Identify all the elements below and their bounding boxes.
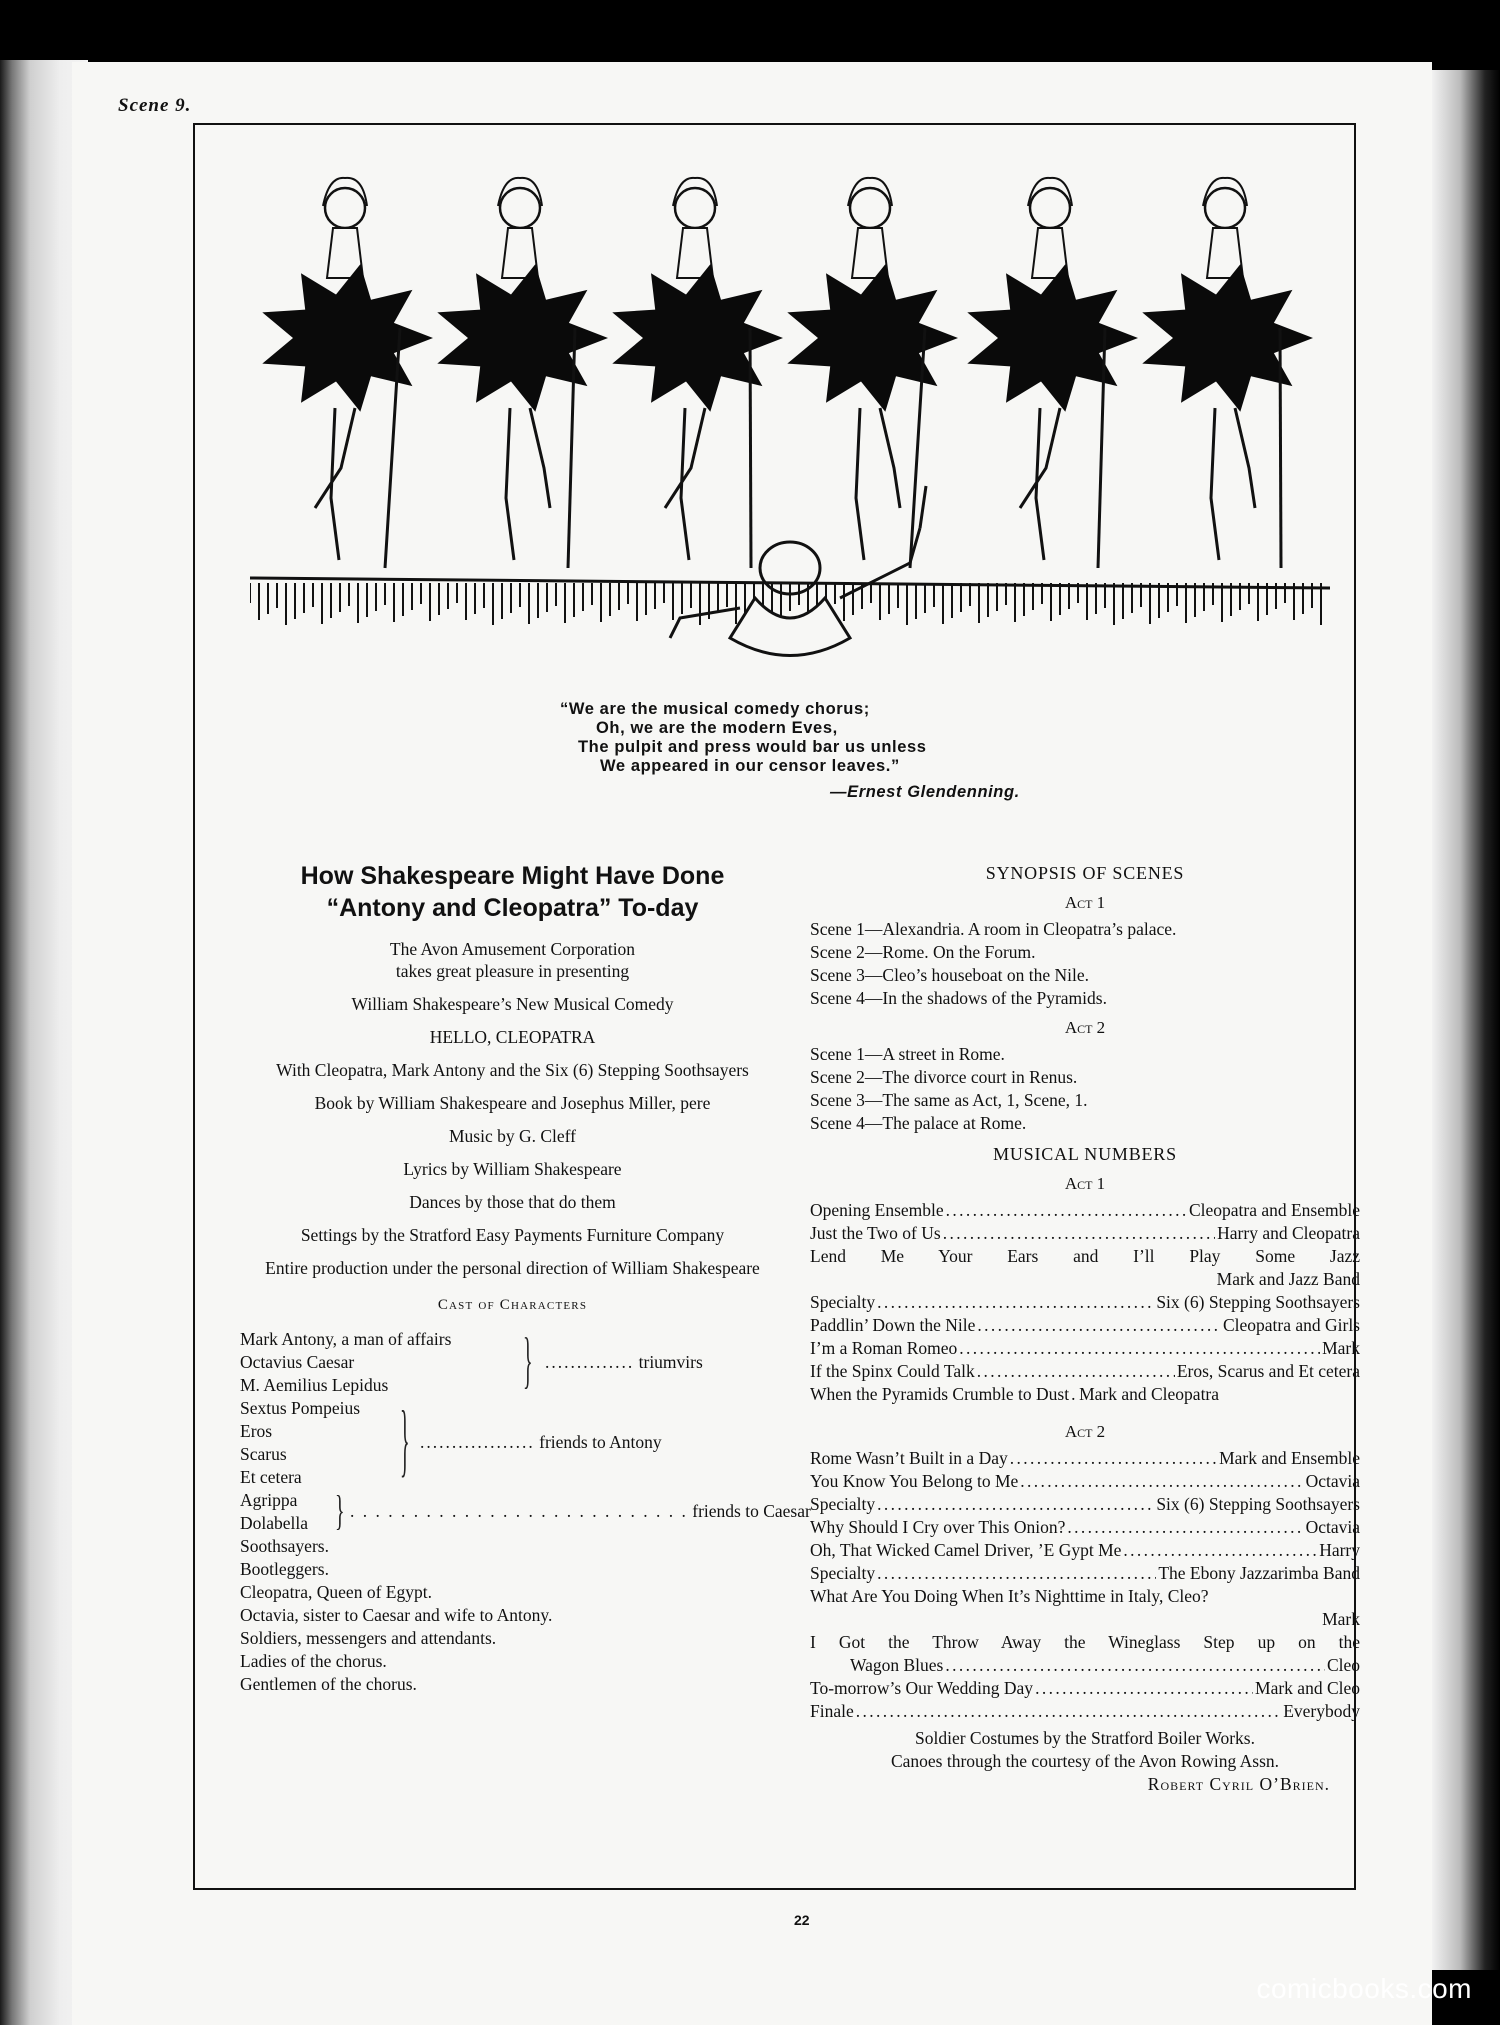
cast-member: Dolabella bbox=[240, 1513, 309, 1533]
book-credit: Book by William Shakespeare and Josephus Miller, pere bbox=[314, 1093, 711, 1113]
canoes-credit: Canoes through the courtesy of the Avon Rowing Assn. bbox=[890, 1751, 1280, 1771]
cast-member: Eros bbox=[240, 1421, 273, 1441]
quote-attribution: —Ernest Glendenning. bbox=[830, 783, 1020, 801]
musical-number: Specialty . . . Six (6) Stepping Soothsayers bbox=[810, 1291, 1360, 1314]
chorus-dancer bbox=[612, 178, 783, 568]
triumvirs-group bbox=[240, 1328, 785, 1397]
musical-number-title: I Got the Throw Away the Wineglass Step up on the bbox=[810, 1632, 1360, 1652]
author-signature: Robert Cyril O’Brien. bbox=[1147, 1774, 1330, 1794]
chorus-dancer bbox=[967, 178, 1138, 568]
cast-member: Ladies of the chorus. bbox=[240, 1651, 387, 1671]
brace: } bbox=[335, 1489, 345, 1536]
role-label: friends to Caesar bbox=[692, 1501, 811, 1521]
book-edge-right bbox=[1430, 70, 1500, 1970]
music-credit: Music by G. Cleff bbox=[448, 1126, 577, 1146]
page-number: 22 bbox=[794, 1912, 810, 1928]
musical-number: Paddlin’ Down the Nile . . . Cleopatra and Girls bbox=[810, 1314, 1360, 1337]
chorus-dancer bbox=[1142, 178, 1313, 568]
musical-number: When the Pyramids Crumble to Dust . . . Mark and Cleopatra bbox=[810, 1383, 1360, 1406]
brace: } bbox=[523, 1328, 533, 1397]
brace: } bbox=[400, 1397, 410, 1488]
quote-line: “We are the musical comedy chorus; bbox=[560, 700, 870, 718]
cast-member: Bootleggers. bbox=[240, 1559, 329, 1579]
intro-line: takes great pleasure in presenting bbox=[395, 961, 630, 981]
act-label: Act 2 bbox=[1064, 1018, 1106, 1037]
cast-member: Scarus bbox=[240, 1444, 287, 1464]
scene-line: Scene 3—Cleo’s houseboat on the Nile. bbox=[810, 965, 1089, 985]
musical-number-performer: Mark and Jazz Band bbox=[1216, 1269, 1360, 1289]
cast-member: Et cetera bbox=[240, 1467, 302, 1487]
chorus-dancer bbox=[262, 178, 433, 568]
musical-number: Rome Wasn’t Built in a Day . . . Mark and Ensemble bbox=[810, 1447, 1360, 1470]
new-comedy-line: William Shakespeare’s New Musical Comedy bbox=[351, 994, 674, 1014]
musical-number-title: Lend Me Your Ears and I’ll Play Some Jazz bbox=[810, 1246, 1360, 1266]
cast-member: Gentlemen of the chorus. bbox=[240, 1674, 417, 1694]
scene-line: Scene 4—In the shadows of the Pyramids. bbox=[810, 988, 1107, 1008]
musical-number: Specialty . . . The Ebony Jazzarimba Band bbox=[810, 1562, 1360, 1585]
settings-credit: Settings by the Stratford Easy Payments Furniture Company bbox=[300, 1225, 725, 1245]
scene-line: Scene 2—The divorce court in Renus. bbox=[810, 1067, 1078, 1087]
cast-member: Agrippa bbox=[240, 1490, 298, 1510]
quote-line: Oh, we are the modern Eves, bbox=[596, 719, 838, 737]
musical-number: I’m a Roman Romeo . . . Mark bbox=[810, 1337, 1360, 1360]
with-line: With Cleopatra, Mark Antony and the Six (6) Stepping Soothsayers bbox=[276, 1060, 749, 1080]
scene-line: Scene 4—The palace at Rome. bbox=[810, 1113, 1027, 1133]
role-line: .................. friends to Antony bbox=[420, 1432, 662, 1452]
dances-credit: Dances by those that do them bbox=[409, 1192, 616, 1212]
musical-number: Oh, That Wicked Camel Driver, ’E Gypt Me . . . Harry bbox=[810, 1539, 1360, 1562]
cast-member: M. Aemilius Lepidus bbox=[240, 1375, 389, 1395]
cast-member: Soldiers, messengers and attendants. bbox=[240, 1628, 497, 1648]
musical-number: You Know You Belong to Me . . . Octavia bbox=[810, 1470, 1360, 1493]
headline-line: “Antony and Cleopatra” To-day bbox=[326, 894, 699, 922]
antony-friends-group bbox=[240, 1397, 785, 1489]
act-label: Act 1 bbox=[1064, 893, 1106, 912]
show-title: HELLO, CLEOPATRA bbox=[429, 1027, 596, 1047]
musical-number: Specialty . . . Six (6) Stepping Soothsayers bbox=[810, 1493, 1360, 1516]
role-line: .............. triumvirs bbox=[545, 1352, 703, 1372]
cast-member: Soothsayers. bbox=[240, 1536, 329, 1556]
musical-number: Just the Two of Us . . . Harry and Cleopatra bbox=[810, 1222, 1360, 1245]
chorus-quote bbox=[560, 700, 927, 776]
musical-number: Opening Ensemble . . . Cleopatra and Ensemble bbox=[810, 1199, 1360, 1222]
act-label: Act 1 bbox=[1064, 1174, 1106, 1193]
musical-number: To-morrow’s Our Wedding Day . . . Mark and Cleo bbox=[810, 1677, 1360, 1700]
musical-number: Finale . . . Everybody bbox=[810, 1700, 1360, 1723]
quote-line: The pulpit and press would bar us unless bbox=[578, 738, 927, 756]
direction-credit: Entire production under the personal direction of William Shakespeare bbox=[265, 1258, 760, 1278]
chorus-dancer bbox=[437, 178, 608, 568]
musical-number-performer: Mark bbox=[1322, 1609, 1360, 1629]
caesar-friends-group bbox=[240, 1489, 811, 1536]
program-right-column bbox=[810, 860, 1360, 1796]
act-label: Act 2 bbox=[1064, 1422, 1106, 1441]
costumes-credit: Soldier Costumes by the Stratford Boiler Works. bbox=[915, 1728, 1255, 1748]
cast-member: Octavia, sister to Caesar and wife to Antony. bbox=[240, 1605, 553, 1625]
scene-line: Scene 3—The same as Act, 1, Scene, 1. bbox=[810, 1090, 1088, 1110]
scene-line: Scene 1—Alexandria. A room in Cleopatra’s palace. bbox=[810, 919, 1177, 939]
lyrics-credit: Lyrics by William Shakespeare bbox=[403, 1159, 622, 1179]
intro-line: The Avon Amusement Corporation bbox=[389, 939, 636, 959]
cast-member: Cleopatra, Queen of Egypt. bbox=[240, 1582, 432, 1602]
conductor-figure bbox=[670, 486, 926, 656]
cast-list bbox=[240, 1328, 811, 1696]
role-label: triumvirs bbox=[638, 1352, 703, 1372]
cast-title: Cast of Characters bbox=[437, 1297, 588, 1313]
scene-line: Scene 2—Rome. On the Forum. bbox=[810, 942, 1036, 962]
site-watermark: comicbooks.com bbox=[1256, 1973, 1472, 2004]
synopsis-title: SYNOPSIS OF SCENES bbox=[985, 863, 1185, 883]
scene-line: Scene 1—A street in Rome. bbox=[810, 1044, 1005, 1064]
role-line: . . . . . . . . . . . . . . . . . . . . . . . . . . . friends to Caesar bbox=[350, 1501, 811, 1521]
cast-member: Octavius Caesar bbox=[240, 1352, 355, 1372]
cast-member: Sextus Pompeius bbox=[240, 1398, 361, 1418]
role-label: friends to Antony bbox=[539, 1432, 662, 1452]
dancers-group bbox=[262, 178, 1313, 568]
musical-number-title: What Are You Doing When It’s Nighttime in Italy, Cleo? bbox=[810, 1586, 1209, 1606]
scene-label: Scene 9. bbox=[118, 95, 192, 116]
musical-number: Wagon Blues . . . Cleo bbox=[810, 1654, 1360, 1677]
quote-line: We appeared in our censor leaves.” bbox=[600, 757, 900, 775]
intro-text bbox=[240, 938, 785, 982]
musical-number: If the Spinx Could Talk . . . Eros, Scarus and Et cetera bbox=[810, 1360, 1360, 1383]
article-headline bbox=[240, 860, 785, 924]
chorus-line-illustration bbox=[250, 168, 1330, 683]
headline-line: How Shakespeare Might Have Done bbox=[300, 862, 725, 890]
cast-member: Mark Antony, a man of affairs bbox=[240, 1329, 452, 1349]
musical-numbers-title: MUSICAL NUMBERS bbox=[993, 1144, 1177, 1164]
program-left-column bbox=[240, 860, 811, 1696]
musical-number: Why Should I Cry over This Onion? . . . Octavia bbox=[810, 1516, 1360, 1539]
chorus-dancer bbox=[787, 178, 958, 568]
